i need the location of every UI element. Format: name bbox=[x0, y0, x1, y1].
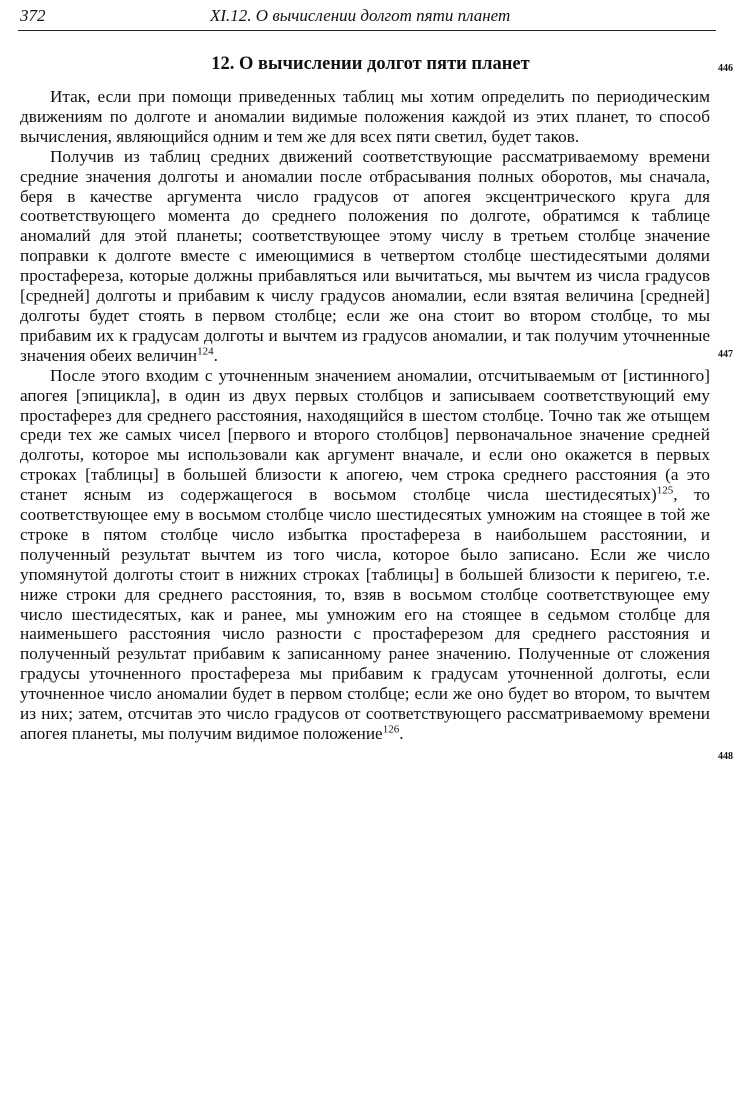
header-rule bbox=[18, 30, 716, 31]
margin-page-ref: 448 bbox=[718, 751, 733, 762]
page-number: 372 bbox=[20, 6, 46, 25]
running-title: XI.12. О вычислении долгот пяти планет bbox=[210, 6, 511, 25]
body-text bbox=[20, 87, 710, 744]
section-title: 12. О вычислении долгот пяти планет bbox=[211, 54, 530, 74]
paragraph: После этого входим с уточненным значением аномалии, отсчитываемым от [истинного] апогея [эпицикла], в один из двух первых столбцов и записываем соответствующий ему простаферез для среднего расстояния, находящийся в шестом столбце. Точно так же отыщем среди тех же самых чисел [первого и второго столбцов] первоначальное значение средней долготы, которое мы использовали как аргумент вначале, и если оно окажется в первых строках [таблицы] в большей близости к апогею, чем строка среднего расстояния (а это станет ясным из содержащегося в восьмом столбце числа шестидесятых)$^{125}$, то соответствующее ему в восьмом столбце число шестидесятых умножим на стоящее в той же строке в пятом столбце число избытка простафереза в наибольшем расстоянии, и полученный результат вычтем из того числа, которое было записано. Если же число упомянутой долготы стоит в нижних строках [таблицы] в большей близости к перигею, т.е. ниже строки для среднего расстояния, то, взяв в восьмом столбце соответствующее ему число шестидесятых, как и ранее, мы умножим его на стоящее в седьмом столбце для наименьшего расстояния число разности с простаферезом для среднего расстояния и полученный результат прибавим к записанному ранее значению. Полученные от сложения градусы уточненного простафереза мы прибавим к градусам уточненной долготы, если уточненное число аномалии будет в первом столбце; если же оно будет во втором, то вычтем из них; затем, отсчитав это число градусов от соответствующего рассматриваемому времени апогея планеты, мы получим видимое положение$^{126}$. bbox=[20, 365, 710, 743]
running-head bbox=[20, 4, 720, 28]
paragraph: Получив из таблиц средних движений соответствующие рассматриваемому времени средние значения долготы и аномалии после отбрасывания полных оборотов, мы сначала, беря в качестве аргумента число градусов от апогея эксцентрического круга для соответствующего момента до среднего положения по долготе, обратимся к таблице аномалий для этой планеты; соответствующее этому числу в третьем столбце значение поправки к долготе вместе с имеющимися в четвертом столбце шестидесятыми долями простафереза, которые должны прибавляться или вычитаться, мы вычтем из числа градусов [средней] долготы и прибавим к числу градусов аномалии, если взятая величина [средней] долготы будет стоять в первом столбце; если же она стоит во втором столбце, то мы прибавим их к градусам долготы и вычтем из градусов аномалии, и так получим уточненные значения обеих величин$^{124}$. bbox=[20, 146, 710, 365]
footnote-ref: 126 bbox=[382, 723, 400, 736]
footnote-ref: 125 bbox=[656, 484, 674, 497]
margin-page-ref: 447 bbox=[718, 349, 733, 360]
margin-page-ref: 446 bbox=[718, 63, 733, 74]
paragraph: Итак, если при помощи приведенных таблиц мы хотим определить по периодическим движениям по долготе и аномалии видимые положения каждой из этих планет, то способ вычисления, являющийся одним и тем же для всех пяти светил, будет таков. bbox=[20, 87, 710, 146]
footnote-ref: 124 bbox=[197, 345, 214, 358]
